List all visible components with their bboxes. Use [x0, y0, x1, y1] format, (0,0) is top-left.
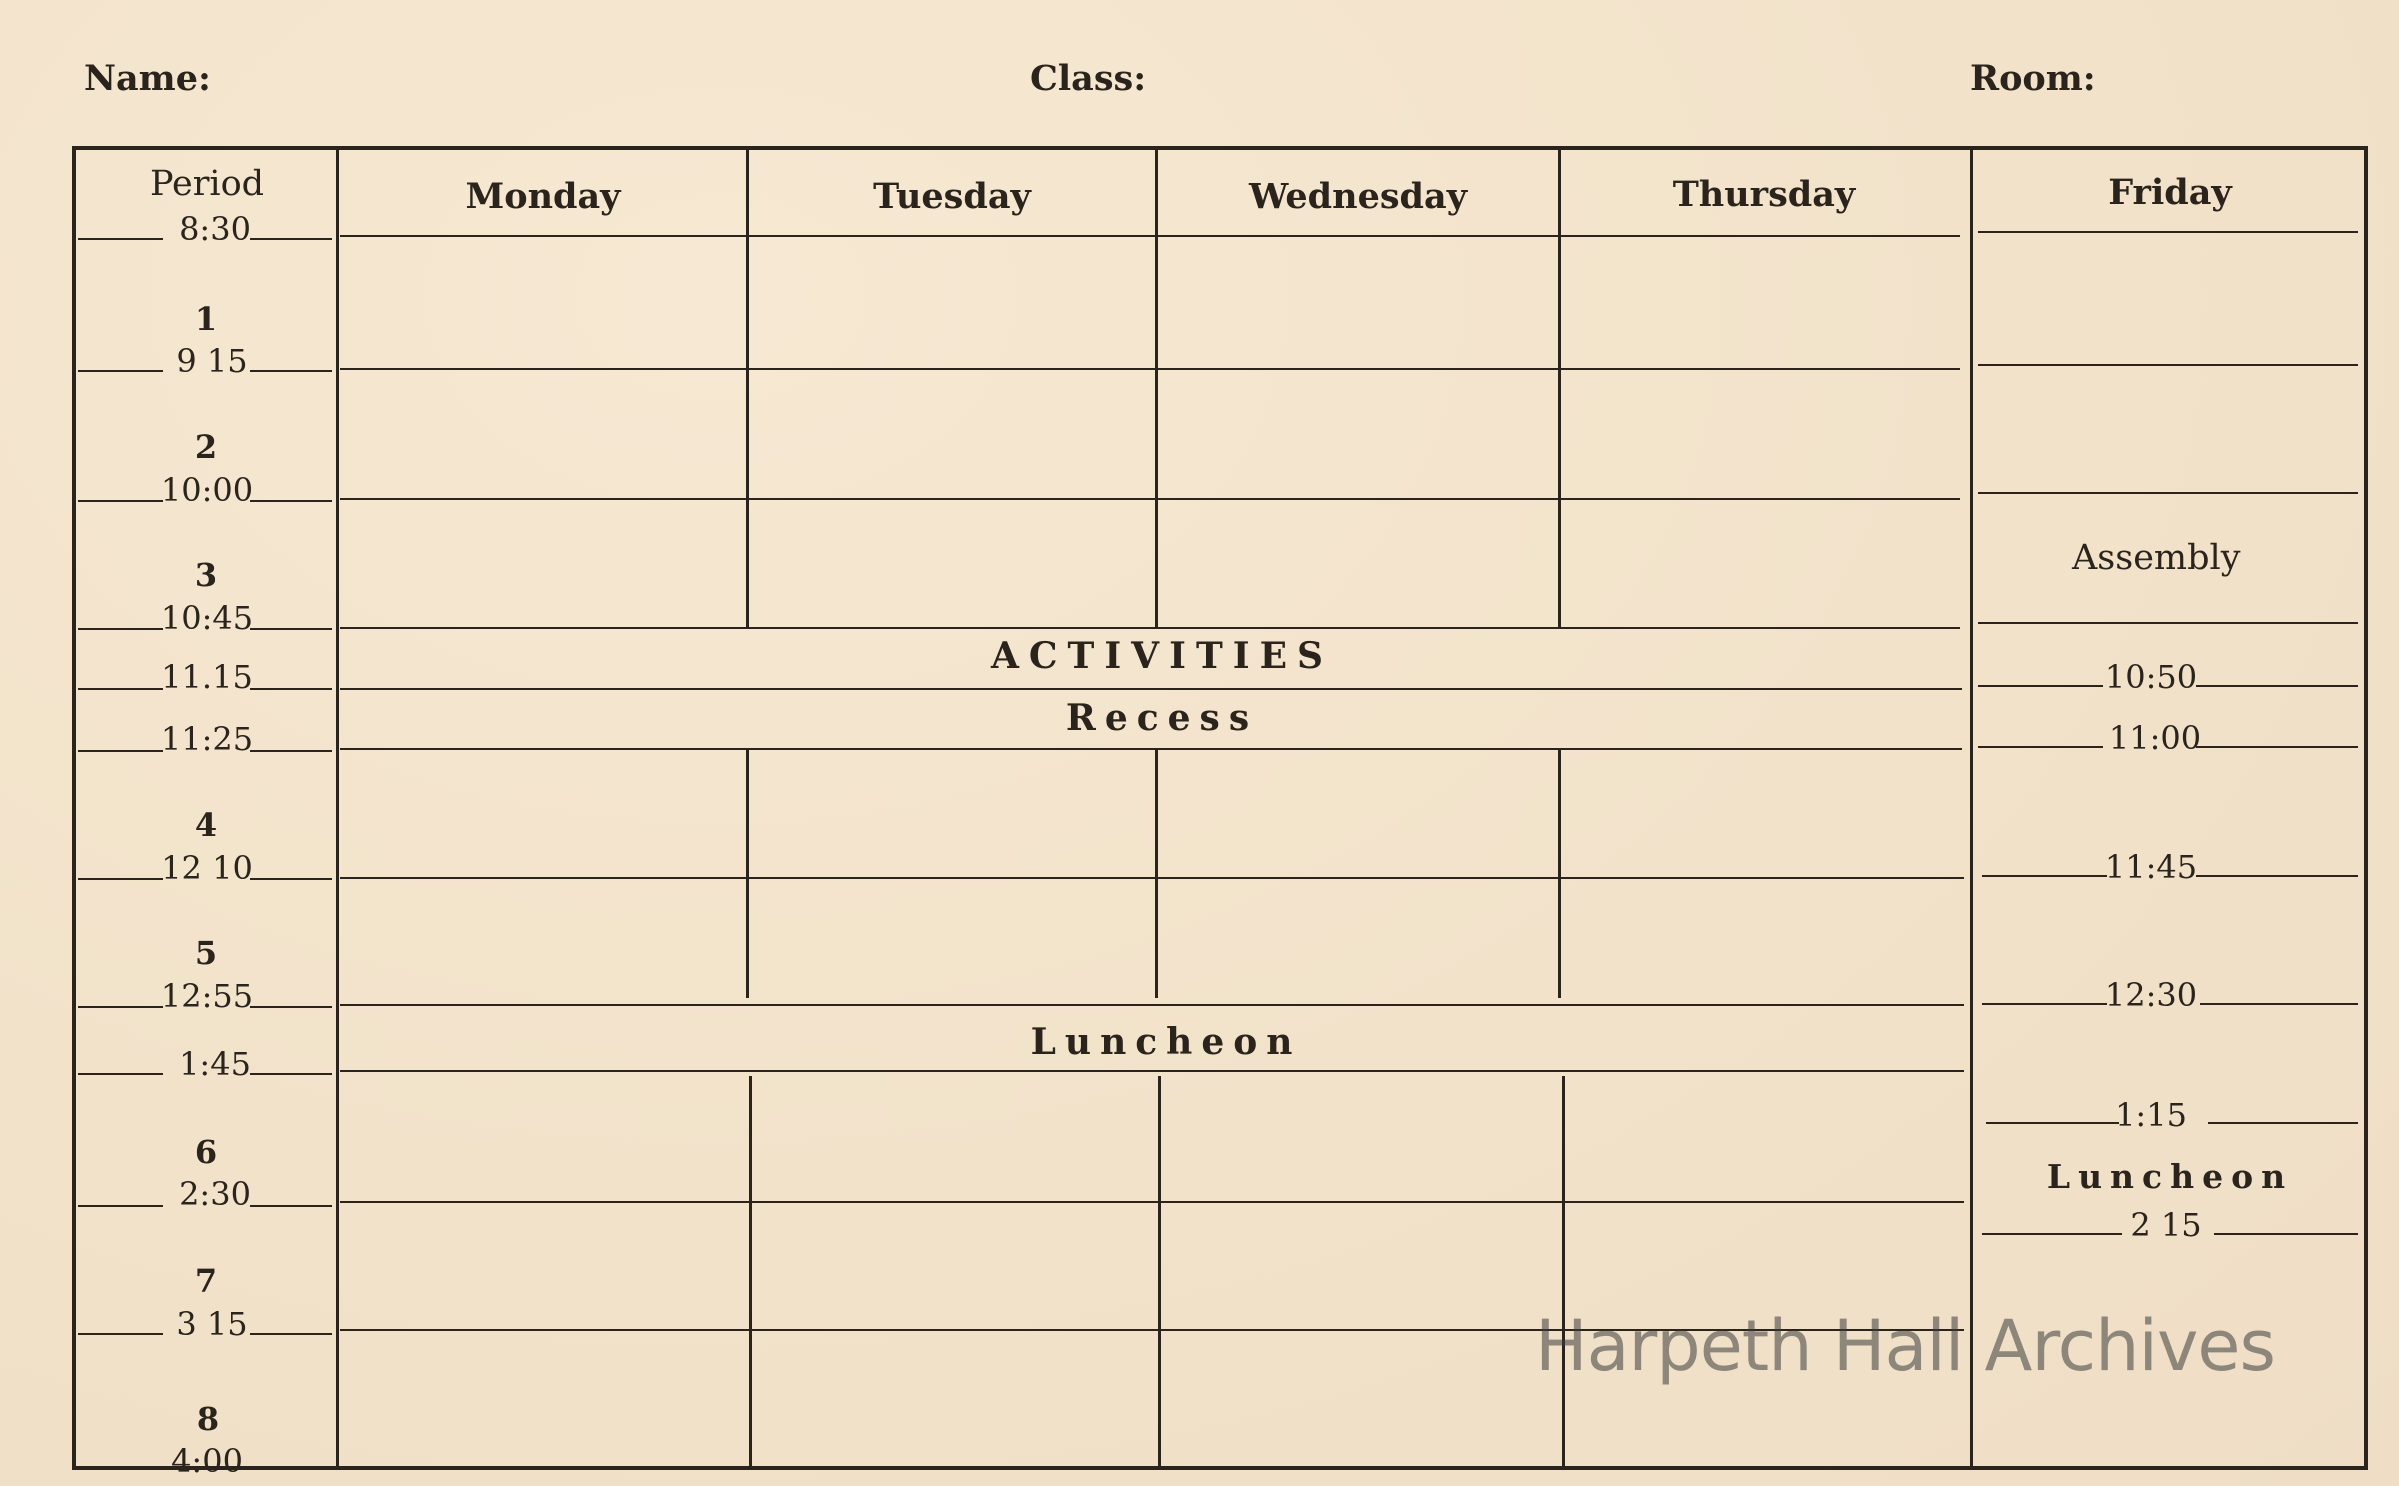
period-number: 5 [194, 934, 218, 972]
recess-band: Recess [1065, 697, 1259, 739]
row-line [340, 1004, 1964, 1006]
column-divider [1158, 1076, 1161, 1468]
day-header-monday: Monday [465, 176, 621, 217]
row-line [340, 748, 1962, 750]
period-time: 12 10 [161, 849, 253, 887]
period-number: 6 [194, 1133, 218, 1171]
period-number: 1 [194, 300, 218, 338]
period-number: 3 [194, 556, 218, 594]
period-time: 2:30 [179, 1175, 251, 1213]
friday-time: 11:00 [2108, 719, 2202, 757]
period-line [78, 238, 163, 240]
schedule-table-frame [72, 146, 2368, 1470]
column-divider [1558, 748, 1561, 998]
column-divider [1562, 1076, 1565, 1468]
friday-time-line [1982, 875, 2107, 877]
period-time: 11.15 [161, 658, 253, 696]
friday-time-line [2208, 1122, 2358, 1124]
friday-time-line [1978, 746, 2103, 748]
period-line [78, 370, 163, 372]
period-line [78, 1205, 163, 1207]
period-time: 1:45 [179, 1045, 251, 1083]
period-time: 10:45 [160, 599, 254, 637]
column-divider [1558, 150, 1561, 627]
period-time: 12:55 [160, 977, 254, 1015]
friday-time: 12:30 [2104, 976, 2198, 1014]
friday-time: 1:15 [2115, 1096, 2187, 1134]
row-line [340, 498, 1960, 500]
archive-watermark: Harpeth Hall Archives [1535, 1305, 2275, 1387]
class-label: Class: [1030, 58, 1147, 99]
friday-time-line [2214, 1233, 2358, 1235]
name-label: Name: [84, 58, 211, 99]
day-header-tuesday: Tuesday [873, 176, 1031, 217]
friday-time-line [2196, 685, 2358, 687]
friday-time: 10:50 [2104, 658, 2198, 696]
friday-time-line [2196, 875, 2358, 877]
period-number: 2 [194, 428, 218, 466]
friday-time-line [1982, 1003, 2107, 1005]
row-line [340, 235, 1960, 237]
start-time: 8:30 [179, 210, 251, 248]
friday-time: 11:45 [2104, 848, 2198, 886]
column-divider [1155, 748, 1158, 998]
period-time: 11:25 [160, 720, 254, 758]
period-time: 4:00 [171, 1442, 243, 1480]
luncheon-band: Luncheon [1030, 1021, 1302, 1063]
day-header-wednesday: Wednesday [1248, 176, 1468, 217]
column-divider [746, 150, 749, 627]
day-header-thursday: Thursday [1672, 174, 1856, 215]
row-line [340, 688, 1962, 690]
period-number: 7 [194, 1262, 218, 1300]
friday-row-line [1978, 231, 2358, 233]
period-line [78, 1333, 163, 1335]
column-divider [746, 748, 749, 998]
friday-column-divider [1970, 150, 1973, 1466]
activities-band: ACTIVITIES [990, 635, 1334, 677]
period-header: Period [150, 164, 265, 204]
friday-row-line [1978, 492, 2358, 494]
period-number: 4 [194, 806, 218, 844]
friday-time: 2 15 [2130, 1206, 2202, 1244]
room-label: Room: [1970, 58, 2096, 99]
friday-time-line [1978, 685, 2103, 687]
period-time: 3 15 [176, 1305, 248, 1343]
friday-time-line [1982, 1233, 2122, 1235]
period-time: 10:00 [160, 471, 254, 509]
period-number: 8 [196, 1400, 220, 1438]
row-line [340, 368, 1960, 370]
row-line [340, 877, 1964, 879]
friday-row-line [1978, 622, 2358, 624]
friday-row-line [1978, 364, 2358, 366]
row-line [340, 1201, 1964, 1203]
friday-assembly: Assembly [2072, 538, 2241, 578]
row-line [340, 1070, 1964, 1072]
friday-time-line [2196, 746, 2358, 748]
period-column-divider [336, 150, 339, 1466]
period-line [78, 1073, 163, 1075]
row-line [340, 627, 1960, 629]
period-time: 9 15 [176, 342, 248, 380]
column-divider [1155, 150, 1158, 627]
column-divider [749, 1076, 752, 1468]
friday-luncheon: Luncheon [2046, 1157, 2294, 1196]
day-header-friday: Friday [2108, 172, 2232, 213]
friday-time-line [2200, 1003, 2358, 1005]
